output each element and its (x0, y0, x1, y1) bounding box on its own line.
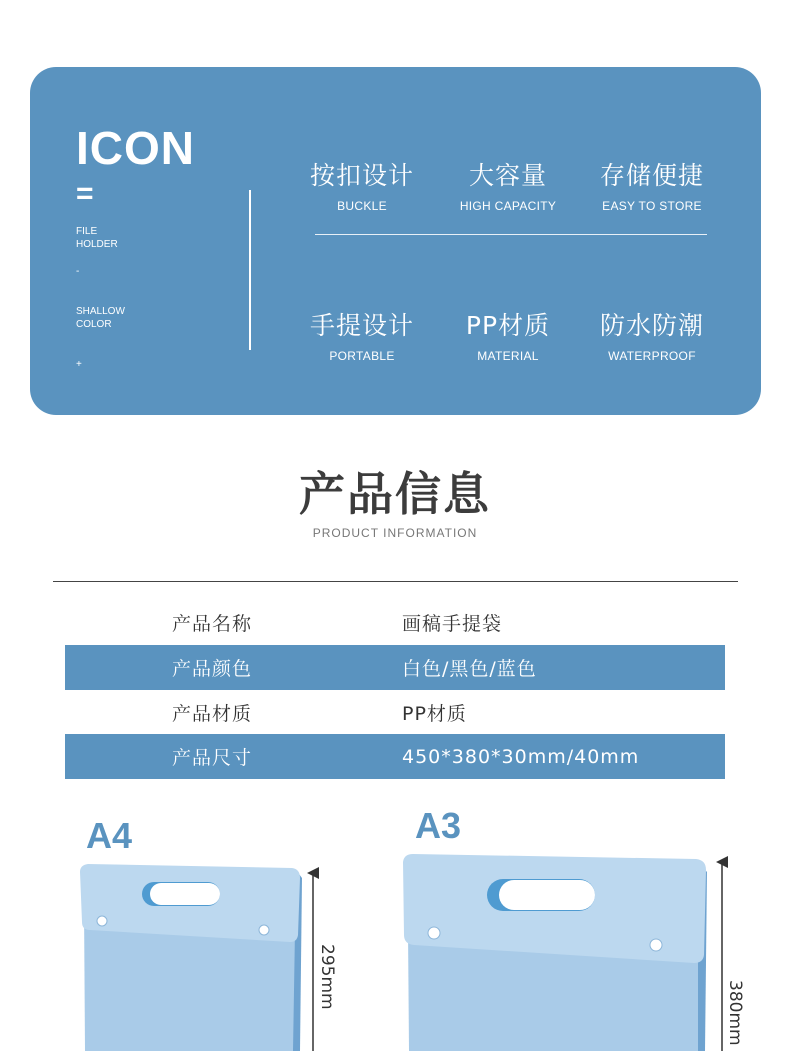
banner-title: ICON (76, 122, 195, 174)
spec-label: 产品名称 (172, 613, 253, 635)
spec-label: 产品材质 (172, 703, 253, 725)
spec-label: 产品尺寸 (172, 747, 253, 769)
feature-cn: 防水防潮 (599, 311, 704, 340)
feature-buckle (292, 160, 432, 213)
note-file-holder: FILE HOLDER (76, 226, 118, 250)
a4-bag-flap (80, 864, 300, 942)
a3-bag-image (403, 854, 722, 1051)
a3-handle-hole (487, 879, 595, 911)
a3-snap-button (428, 927, 440, 939)
feature-en: HIGH CAPACITY (459, 199, 557, 213)
a4-snap-button (97, 916, 107, 926)
a3-bag-side (698, 862, 707, 1051)
feature-portable (292, 310, 432, 363)
spec-value: 450*380*30mm/40mm (402, 745, 640, 768)
feature-material (438, 310, 578, 363)
banner-equals: = (76, 177, 94, 210)
a4-handle-hole (142, 882, 220, 906)
section-subtitle: PRODUCT INFORMATION (312, 526, 478, 540)
a4-label: A4 (86, 815, 133, 856)
feature-cn: 手提设计 (309, 311, 414, 340)
spec-value: 白色/黑色/蓝色 (402, 658, 537, 680)
banner-divider (249, 190, 251, 350)
feature-cn: PP材质 (465, 311, 551, 340)
a3-bag-flap (403, 854, 706, 963)
spec-row-color (65, 645, 725, 690)
a3-bag-body (408, 930, 700, 1051)
feature-waterproof (582, 310, 722, 363)
a4-dimension-text: 295mm (317, 944, 337, 1010)
feature-cn: 大容量 (468, 161, 547, 190)
feature-en: WATERPROOF (608, 349, 696, 363)
a3-snap-button (650, 939, 662, 951)
a3-dimension-text: 380mm (725, 980, 745, 1046)
section-rule (53, 581, 738, 582)
feature-storage (582, 160, 722, 213)
spec-row-material (65, 690, 725, 735)
spec-row-size (65, 734, 725, 779)
section-title: 产品信息 (299, 467, 491, 521)
spec-row-name (65, 600, 725, 645)
feature-banner (30, 67, 761, 415)
feature-en: MATERIAL (477, 349, 539, 363)
a4-bag-image (80, 864, 313, 1051)
feature-en: BUCKLE (337, 199, 387, 213)
a4-bag-side (293, 870, 302, 1051)
spec-value: 画稿手提袋 (402, 613, 503, 635)
banner-separator (315, 234, 707, 235)
feature-en: EASY TO STORE (602, 199, 702, 213)
note-minus: - (76, 266, 80, 277)
note-shallow-color: SHALLOW COLOR (76, 306, 125, 330)
a4-bag-body (84, 905, 298, 1051)
a3-label: A3 (415, 805, 462, 846)
feature-en: PORTABLE (329, 349, 395, 363)
a4-snap-button (259, 925, 269, 935)
spec-label: 产品颜色 (172, 658, 253, 680)
feature-cn: 存储便捷 (599, 161, 704, 190)
spec-value: PP材质 (402, 703, 467, 725)
note-plus: + (76, 359, 82, 370)
feature-cn: 按扣设计 (309, 161, 414, 190)
feature-capacity (438, 160, 578, 213)
